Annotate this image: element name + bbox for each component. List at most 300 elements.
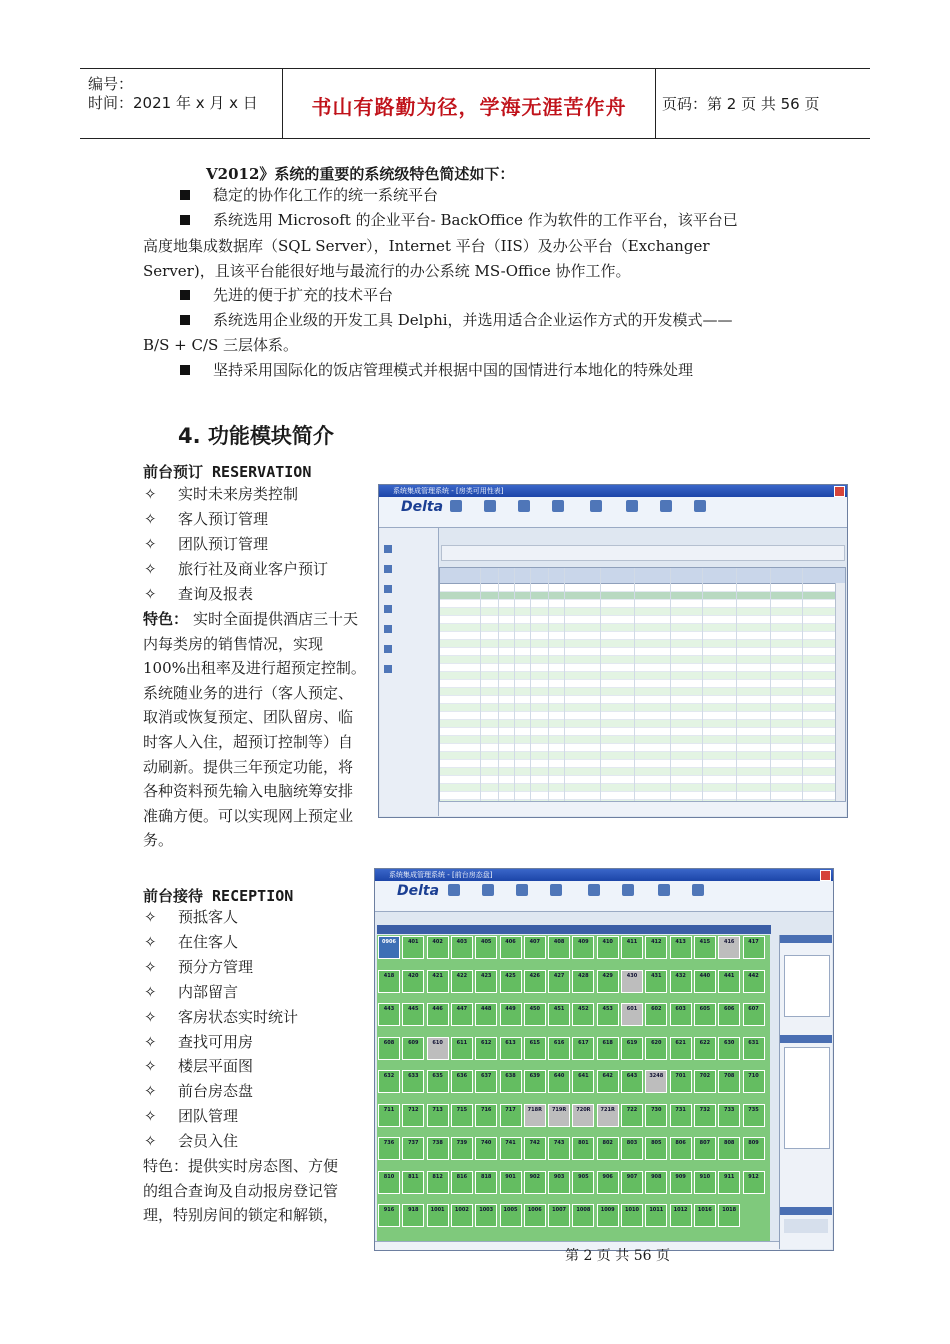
room-cell[interactable] <box>427 1070 449 1093</box>
intro-bullet-2-line3: Server)，且该平台能很好地与最流行的办公系统 MS-Office 协作工作。 <box>143 262 631 280</box>
room-number: 447 <box>456 1006 468 1012</box>
sidebar-item[interactable] <box>384 544 436 556</box>
table-row[interactable] <box>440 696 835 704</box>
room-type-list[interactable] <box>784 1047 830 1149</box>
room-cell[interactable] <box>621 936 643 959</box>
room-number: 617 <box>578 1039 589 1046</box>
room-number: 612 <box>480 1039 492 1046</box>
room-cell[interactable] <box>621 1003 643 1026</box>
toolbar-icon <box>516 884 528 896</box>
room-cell[interactable] <box>694 936 716 959</box>
room-cell[interactable] <box>694 1137 716 1160</box>
room-cell[interactable] <box>451 1137 473 1160</box>
table-row[interactable] <box>440 592 835 600</box>
room-cell[interactable] <box>548 1137 570 1160</box>
column-divider <box>600 568 601 802</box>
toolbar-button[interactable] <box>581 884 607 896</box>
room-number: 731 <box>675 1106 686 1113</box>
page-footer: 第 2 页 共 56 页 <box>565 1248 670 1264</box>
room-cell[interactable] <box>670 1104 692 1127</box>
toolbar-button[interactable] <box>619 500 645 512</box>
room-cell[interactable] <box>548 1003 570 1026</box>
room-cell[interactable] <box>743 1137 765 1160</box>
bullet-square-icon <box>180 215 190 225</box>
room-number: 733 <box>723 1106 735 1113</box>
room-cell[interactable] <box>694 1003 716 1026</box>
room-cell[interactable] <box>670 1204 692 1227</box>
room-cell[interactable] <box>572 936 594 959</box>
feature-line: 实时全面提供酒店三十天 <box>193 610 359 628</box>
close-icon[interactable] <box>820 870 831 881</box>
room-cell[interactable] <box>451 1171 473 1194</box>
toolbar-icon <box>450 500 462 512</box>
reservation-item: 团队预订管理 <box>178 534 269 553</box>
room-cell[interactable] <box>548 1171 570 1194</box>
room-cell[interactable] <box>743 1104 765 1127</box>
diamond-bullet-icon: ✧ <box>144 1057 157 1076</box>
toolbar-button[interactable] <box>615 884 641 896</box>
toolbar-button[interactable] <box>509 884 535 896</box>
room-number: 446 <box>432 1006 443 1012</box>
room-cell[interactable] <box>548 1204 570 1227</box>
feature-line: 准确方便。可以实现网上预定业 <box>143 806 354 825</box>
room-cell[interactable] <box>645 936 667 959</box>
bullet-square-icon <box>180 190 190 200</box>
room-cell[interactable] <box>402 1137 424 1160</box>
room-cell[interactable] <box>500 1003 522 1026</box>
room-number: 743 <box>553 1140 565 1146</box>
room-cell[interactable] <box>621 1137 643 1160</box>
room-cell[interactable] <box>621 1171 643 1194</box>
sidebar-item[interactable] <box>384 604 436 616</box>
room-number: 606 <box>723 1006 735 1012</box>
room-cell[interactable] <box>548 1104 570 1127</box>
toolbar-icon <box>622 884 634 896</box>
room-cell[interactable] <box>402 1104 424 1127</box>
room-cell[interactable] <box>402 1171 424 1194</box>
room-cell[interactable] <box>597 1070 619 1093</box>
table-row[interactable] <box>440 712 835 720</box>
room-cell[interactable] <box>451 1070 473 1093</box>
room-cell[interactable] <box>670 936 692 959</box>
reception-item: 团队管理 <box>178 1107 239 1126</box>
room-cell[interactable] <box>621 970 643 993</box>
table-row[interactable] <box>440 704 835 712</box>
room-cell[interactable] <box>718 970 740 993</box>
room-cell[interactable] <box>524 1003 546 1026</box>
room-number: 426 <box>529 972 541 979</box>
room-cell[interactable] <box>694 1104 716 1127</box>
room-cell[interactable] <box>645 1070 667 1093</box>
room-number: 633 <box>408 1073 419 1079</box>
room-cell[interactable] <box>645 970 667 993</box>
room-cell[interactable] <box>427 1104 449 1127</box>
room-cell[interactable] <box>743 1070 765 1093</box>
table-row[interactable] <box>440 768 835 776</box>
room-cell[interactable] <box>572 970 594 993</box>
room-cell[interactable] <box>718 1137 740 1160</box>
room-cell[interactable] <box>475 970 497 993</box>
grid-header <box>440 568 845 584</box>
sidebar-item[interactable] <box>384 564 436 576</box>
room-cell[interactable] <box>475 1204 497 1227</box>
diamond-bullet-icon: ✧ <box>144 1082 157 1101</box>
room-cell[interactable] <box>670 970 692 993</box>
floor-preview <box>784 955 830 1017</box>
room-cell[interactable] <box>500 1137 522 1160</box>
room-cell[interactable] <box>694 1070 716 1093</box>
table-row[interactable] <box>440 736 835 744</box>
room-number: 811 <box>408 1173 419 1180</box>
sidebar-item[interactable] <box>384 624 436 636</box>
room-cell[interactable] <box>645 1037 667 1060</box>
room-number: 912 <box>748 1173 759 1180</box>
room-number: 1011 <box>649 1207 664 1213</box>
table-row[interactable] <box>440 640 835 648</box>
room-cell[interactable] <box>572 1171 594 1194</box>
toolbar-button[interactable] <box>443 500 469 512</box>
room-cell[interactable] <box>621 1037 643 1060</box>
room-cell[interactable] <box>500 1070 522 1093</box>
sidebar-item[interactable] <box>384 644 436 656</box>
toolbar-button[interactable] <box>583 500 609 512</box>
room-cell[interactable] <box>402 1070 424 1093</box>
diamond-bullet-icon: ✧ <box>144 957 157 976</box>
room-cell[interactable] <box>694 1037 716 1060</box>
room-cell[interactable] <box>451 1037 473 1060</box>
column-divider <box>702 568 703 802</box>
room-number: 3248 <box>649 1073 664 1079</box>
room-cell[interactable] <box>670 1070 692 1093</box>
room-cell[interactable] <box>597 1003 619 1026</box>
room-cell[interactable] <box>524 1070 546 1093</box>
room-cell[interactable] <box>427 970 449 993</box>
room-cell[interactable] <box>475 1104 497 1127</box>
room-cell[interactable] <box>524 1037 546 1060</box>
toolbar-button[interactable] <box>651 884 677 896</box>
toolbar-button[interactable] <box>545 500 571 512</box>
header-date: 时间：2021 年 x 月 x 日 <box>88 94 258 112</box>
room-number: 730 <box>651 1106 662 1113</box>
room-cell[interactable] <box>524 1204 546 1227</box>
column-divider <box>670 568 671 802</box>
room-cell[interactable] <box>645 1137 667 1160</box>
room-cell[interactable] <box>524 970 546 993</box>
room-cell[interactable] <box>597 1204 619 1227</box>
room-cell[interactable] <box>451 1204 473 1227</box>
room-cell[interactable] <box>500 936 522 959</box>
room-cell[interactable] <box>548 970 570 993</box>
room-number: 425 <box>505 972 516 979</box>
section-title: 4. 功能模块简介 <box>178 424 334 448</box>
reservation-item: 实时未来房类控制 <box>178 485 299 503</box>
room-cell[interactable] <box>402 1037 424 1060</box>
filter-bar[interactable] <box>441 545 845 561</box>
room-cell[interactable] <box>645 1003 667 1026</box>
room-cell[interactable] <box>378 1104 400 1127</box>
toolbar-button[interactable] <box>653 500 679 512</box>
toolbar-icon <box>484 500 496 512</box>
app-toolbar <box>375 881 833 912</box>
table-row[interactable] <box>440 632 835 640</box>
room-cell[interactable] <box>718 936 740 959</box>
diamond-bullet-icon: ✧ <box>144 982 157 1001</box>
room-cell[interactable] <box>475 936 497 959</box>
room-cell[interactable] <box>597 1037 619 1060</box>
room-number: 638 <box>505 1073 516 1079</box>
room-number: 409 <box>578 939 589 945</box>
feature-line: 内每类房的销售情况，实现 <box>143 634 324 653</box>
room-cell[interactable] <box>500 1171 522 1194</box>
toolbar-icon <box>448 884 460 896</box>
feature-line: 系统随业务的进行（客人预定、 <box>143 683 354 702</box>
room-cell[interactable] <box>427 936 449 959</box>
room-cell[interactable] <box>500 1037 522 1060</box>
room-number: 808 <box>723 1140 735 1146</box>
room-number: 718R <box>527 1106 542 1113</box>
room-cell[interactable] <box>475 1070 497 1093</box>
room-cell[interactable] <box>378 1171 400 1194</box>
room-cell[interactable] <box>694 1204 716 1227</box>
room-cell[interactable] <box>451 1104 473 1127</box>
room-number: 916 <box>383 1207 395 1213</box>
table-row[interactable] <box>440 624 835 632</box>
room-number: 641 <box>578 1073 589 1079</box>
room-cell[interactable] <box>597 1137 619 1160</box>
room-cell[interactable] <box>743 1003 765 1026</box>
reservation-title: 前台预订 RESERVATION <box>143 463 312 481</box>
room-cell[interactable] <box>572 1104 594 1127</box>
table-row[interactable] <box>440 648 835 656</box>
room-cell[interactable] <box>475 1137 497 1160</box>
room-cell[interactable] <box>500 970 522 993</box>
room-cell[interactable] <box>597 970 619 993</box>
room-cell[interactable] <box>670 1171 692 1194</box>
room-cell[interactable] <box>597 1104 619 1127</box>
room-cell[interactable] <box>694 970 716 993</box>
room-number: 609 <box>408 1039 419 1046</box>
room-number: 408 <box>553 939 565 945</box>
room-number: 716 <box>480 1106 492 1113</box>
room-number: 805 <box>651 1140 662 1146</box>
room-cell[interactable] <box>524 1137 546 1160</box>
room-cell[interactable] <box>427 1171 449 1194</box>
table-row[interactable] <box>440 744 835 752</box>
room-number: 601 <box>626 1006 638 1012</box>
room-cell[interactable] <box>621 1204 643 1227</box>
room-cell[interactable] <box>378 1037 400 1060</box>
room-cell[interactable] <box>427 1137 449 1160</box>
room-number: 431 <box>651 972 662 979</box>
room-cell[interactable] <box>427 1204 449 1227</box>
sidebar-item[interactable] <box>384 664 436 676</box>
room-cell[interactable] <box>743 936 765 959</box>
room-cell[interactable] <box>402 970 424 993</box>
room-cell[interactable] <box>597 936 619 959</box>
room-number: 911 <box>723 1173 735 1180</box>
table-row[interactable] <box>440 672 835 680</box>
header-meta-cell <box>80 69 283 138</box>
room-cell[interactable] <box>378 1204 400 1227</box>
room-cell[interactable] <box>743 1171 765 1194</box>
panel-buttons[interactable] <box>784 1219 828 1233</box>
room-cell[interactable] <box>524 1104 546 1127</box>
room-cell[interactable] <box>427 1003 449 1026</box>
table-row[interactable] <box>440 720 835 728</box>
room-cell[interactable] <box>500 1204 522 1227</box>
table-row[interactable] <box>440 728 835 736</box>
reception-item: 会员入住 <box>178 1132 239 1151</box>
window-title: 系统集成管理系统 - [房类可用性表] <box>393 487 504 495</box>
room-cell[interactable] <box>451 1003 473 1026</box>
room-status-grid <box>377 935 770 1241</box>
toolbar-button[interactable] <box>685 884 711 896</box>
column-divider <box>514 568 515 802</box>
room-cell[interactable] <box>427 1037 449 1060</box>
room-cell[interactable] <box>548 1037 570 1060</box>
table-row[interactable] <box>440 608 835 616</box>
room-cell[interactable] <box>670 1137 692 1160</box>
scrollbar[interactable] <box>835 583 845 802</box>
room-cell[interactable] <box>645 1171 667 1194</box>
column-divider <box>634 568 635 802</box>
table-row[interactable] <box>440 680 835 688</box>
room-number: 631 <box>748 1039 759 1046</box>
room-cell[interactable] <box>694 1171 716 1194</box>
feature-line: 务。 <box>143 831 174 850</box>
room-cell[interactable] <box>475 1003 497 1026</box>
close-icon[interactable] <box>834 486 845 497</box>
room-cell[interactable] <box>475 1037 497 1060</box>
room-cell[interactable] <box>718 1204 740 1227</box>
toolbar-button[interactable] <box>543 884 569 896</box>
toolbar-button[interactable] <box>477 500 503 512</box>
feature-line: 时客人入住，超预订控制等）自 <box>143 733 354 751</box>
room-cell[interactable] <box>743 1037 765 1060</box>
room-number: 621 <box>675 1039 686 1046</box>
room-number: 741 <box>505 1140 516 1146</box>
room-cell[interactable] <box>572 1003 594 1026</box>
intro-bullet-4-line1: 系统选用企业级的开发工具 Delphi，并选用适合企业运作方式的开发模式—— <box>213 311 733 329</box>
reception-item: 查找可用房 <box>178 1032 254 1051</box>
room-cell[interactable] <box>718 1070 740 1093</box>
room-number: 420 <box>408 972 419 979</box>
room-number: 611 <box>456 1039 468 1046</box>
table-row[interactable] <box>440 776 835 784</box>
room-cell[interactable] <box>378 970 400 993</box>
table-row[interactable] <box>440 584 835 592</box>
room-cell[interactable] <box>718 1003 740 1026</box>
room-cell[interactable] <box>621 1070 643 1093</box>
room-cell[interactable] <box>500 1104 522 1127</box>
room-cell[interactable] <box>645 1204 667 1227</box>
toolbar-button[interactable] <box>511 500 537 512</box>
intro-bullet-2-line2: 高度地集成数据库（SQL Server），Internet 平台（IIS）及办公平台（Exchanger <box>143 237 710 255</box>
room-number: 410 <box>602 939 613 945</box>
room-cell[interactable] <box>718 1037 740 1060</box>
room-cell[interactable] <box>378 1003 400 1026</box>
room-cell[interactable] <box>670 1037 692 1060</box>
room-cell[interactable] <box>402 1204 424 1227</box>
room-cell[interactable] <box>572 1204 594 1227</box>
intro-lead: V2012》系统的重要的系统级特色简述如下： <box>206 165 515 183</box>
room-cell[interactable] <box>572 1070 594 1093</box>
room-cell[interactable] <box>670 1003 692 1026</box>
room-number: 640 <box>553 1073 565 1079</box>
room-number: 636 <box>456 1073 468 1079</box>
room-cell[interactable] <box>572 1137 594 1160</box>
room-number: 445 <box>408 1006 419 1012</box>
table-row[interactable] <box>440 616 835 624</box>
table-row[interactable] <box>440 656 835 664</box>
room-number: 908 <box>651 1173 662 1180</box>
room-number: 452 <box>578 1006 589 1012</box>
table-row[interactable] <box>440 752 835 760</box>
room-number: 423 <box>480 972 492 979</box>
diamond-bullet-icon: ✧ <box>144 1007 157 1026</box>
table-row[interactable] <box>440 792 835 800</box>
room-cell[interactable] <box>451 936 473 959</box>
room-number: 810 <box>383 1173 395 1180</box>
room-number: 615 <box>529 1039 541 1046</box>
room-cell[interactable] <box>572 1037 594 1060</box>
room-cell[interactable] <box>645 1104 667 1127</box>
room-cell[interactable] <box>378 1070 400 1093</box>
room-number: 407 <box>529 939 541 945</box>
room-number: 642 <box>602 1073 613 1079</box>
toolbar-button[interactable] <box>441 884 467 896</box>
room-cell[interactable] <box>524 1171 546 1194</box>
window-titlebar <box>375 869 833 881</box>
room-cell[interactable] <box>597 1171 619 1194</box>
reception-title: 前台接待 RECEPTION <box>143 887 294 905</box>
room-cell[interactable] <box>548 936 570 959</box>
table-row[interactable] <box>440 600 835 608</box>
room-number: 717 <box>505 1106 516 1113</box>
room-number: 905 <box>578 1173 589 1180</box>
room-number: 732 <box>699 1106 711 1113</box>
room-cell[interactable] <box>743 970 765 993</box>
intro-bullet-4-line2: B/S + C/S 三层体系。 <box>143 336 299 354</box>
room-cell[interactable] <box>524 936 546 959</box>
table-row[interactable] <box>440 664 835 672</box>
room-cell[interactable] <box>475 1171 497 1194</box>
diamond-bullet-icon: ✧ <box>144 559 157 578</box>
table-row[interactable] <box>440 760 835 768</box>
table-row[interactable] <box>440 784 835 792</box>
room-number: 812 <box>432 1173 443 1180</box>
column-divider <box>530 568 531 802</box>
room-cell[interactable] <box>451 970 473 993</box>
table-row[interactable] <box>440 688 835 696</box>
room-cell[interactable] <box>402 1003 424 1026</box>
column-divider <box>548 568 549 802</box>
room-cell[interactable] <box>378 936 400 959</box>
room-cell[interactable] <box>378 1137 400 1160</box>
toolbar-button[interactable] <box>475 884 501 896</box>
room-cell[interactable] <box>718 1171 740 1194</box>
toolbar-button[interactable] <box>687 500 713 512</box>
intro-bullet-2-line1: 系统选用 Microsoft 的企业平台- BackOffice 作为软件的工作平台，该平台已 <box>213 211 738 229</box>
room-cell[interactable] <box>402 936 424 959</box>
sidebar-item[interactable] <box>384 584 436 596</box>
room-number: 403 <box>456 939 468 945</box>
room-cell[interactable] <box>621 1104 643 1127</box>
room-cell[interactable] <box>718 1104 740 1127</box>
room-number: 417 <box>748 939 759 945</box>
room-number: 411 <box>626 939 638 945</box>
room-cell[interactable] <box>548 1070 570 1093</box>
